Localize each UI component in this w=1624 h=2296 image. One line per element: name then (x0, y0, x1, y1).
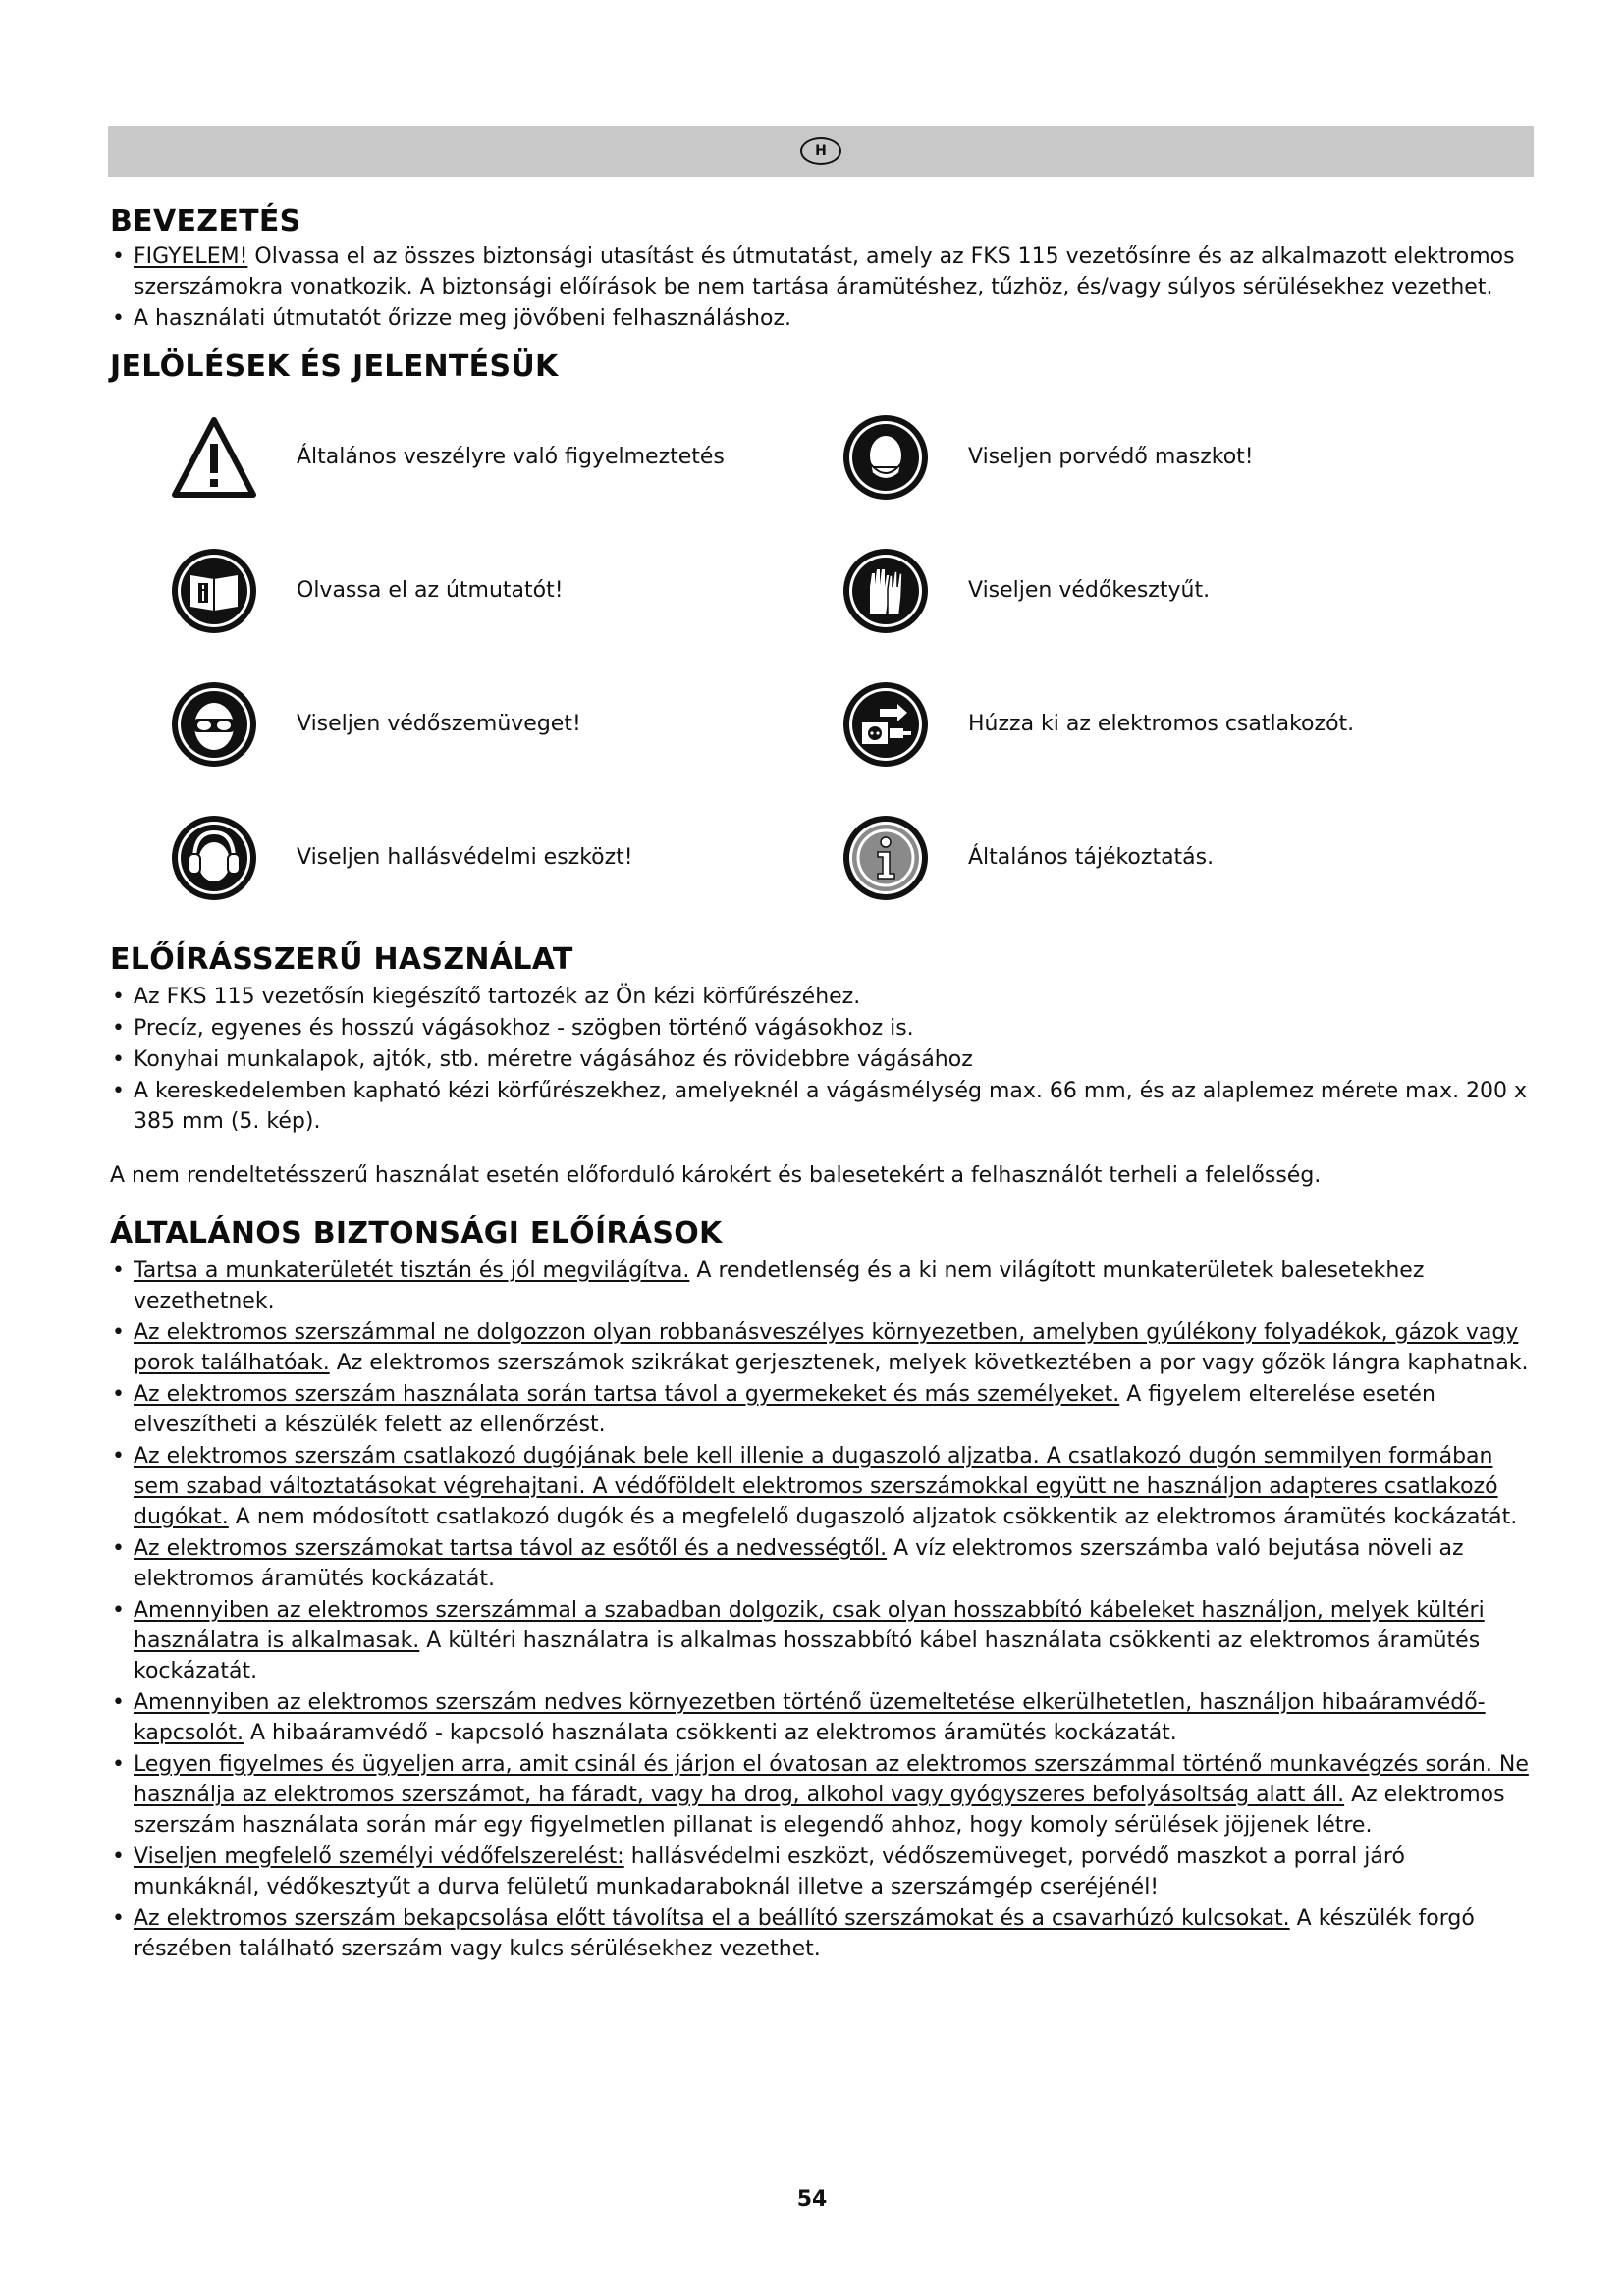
list-item (110, 1749, 1534, 1841)
list-item (110, 1441, 1534, 1532)
section-intended-use (110, 940, 1534, 1191)
item-lead: Az elektromos szerszámmal ne dolgozzon olyan robbanásveszélyes környezetben, amelyben gyúlékony folyadékok, gázok vagy porok találhatóak. (134, 1320, 1519, 1375)
page-number: 54 (796, 2187, 828, 2212)
item-lead: Az elektromos szerszám bekapcsolása előtt távolítsa el a beállító szerszámokat és a csavarhúzó kulcsokat. (134, 1906, 1290, 1931)
section-title-symbols: JELÖLÉSEK ÉS JELENTÉSÜK (110, 349, 559, 384)
section-symbols (110, 347, 1534, 905)
item-text: A nem módosított csatlakozó dugók és a megfelelő dugaszoló aljzatok csökkentik az elektromos áramütés kockázatát. (228, 1505, 1518, 1529)
symbol-item (169, 544, 840, 638)
symbol-label: Viseljen védőszemüveget! (297, 712, 581, 736)
symbol-label: Viseljen porvédő maszkot! (968, 445, 1254, 469)
dust-mask-icon (840, 412, 931, 503)
warning-lead: FIGYELEM! (134, 244, 248, 269)
item-text: A készülék forgó részében található szerszám vagy kulcs sérülésekhez vezethet. (134, 1906, 1475, 1961)
list-item (110, 241, 1534, 302)
item-lead: Az elektromos szerszám csatlakozó dugójának bele kell illenie a dugaszoló aljzatba. A csatlakozó dugón semmilyen formában sem szabad változtatásokat végrehajtani. A védőföldelt elektromos szerszámokkal együtt ne használjon adapteres csatlakozó dugókat. (134, 1444, 1498, 1529)
ear-protection-icon (169, 813, 259, 903)
section-general-safety (110, 1214, 1534, 1964)
item-text: Az elektromos szerszámok szikrákat gerjesztenek, melyek következtében a por vagy gőzök lángra kaphatnak. (329, 1351, 1529, 1375)
section-introduction (110, 202, 1534, 334)
item-lead: Az elektromos szerszám használata során tartsa távol a gyermekeket és más személyeket. (134, 1382, 1120, 1407)
symbol-label: Olvassa el az útmutatót! (297, 578, 564, 603)
item-text: hallásvédelmi eszközt, védőszemüveget, porvédő maszkot a porral járó munkáknál, védőkesztyűt a durva felületű munkadaraboknál illetve a szerszámgép cseréjénél! (134, 1844, 1405, 1899)
symbol-label: Viseljen védőkesztyűt. (968, 578, 1211, 603)
section-title-general-safety: ÁLTALÁNOS BIZTONSÁGI ELŐÍRÁSOK (110, 1216, 723, 1251)
item-text: A kültéri használatra is alkalmas hosszabbító kábel használata csökkenti az elektromos áramütés kockázatát. (134, 1629, 1481, 1683)
section-title-intended-use: ELŐÍRÁSSZERŰ HASZNÁLAT (110, 942, 573, 977)
item-text: Olvassa el az összes biztonsági utasítást és útmutatást, amely az FKS 115 vezetősínre és az alkalmazott elektromos szerszámokra vonatkozik. A biztonsági előírások be nem tartása áramütéshez, tűzhöz, és/vagy súlyos sérülésekhez vezethet. (134, 244, 1515, 299)
symbol-label: Húzza ki az elektromos csatlakozót. (968, 712, 1355, 736)
list-item: • Az FKS 115 vezetősín kiegészítő tartozék az Ön kézi körfűrészéhez. (110, 982, 1534, 1012)
list-item (110, 1379, 1534, 1440)
info-icon (840, 813, 931, 903)
symbol-grid (110, 410, 1534, 905)
liability-note: A nem rendeltetésszerű használat esetén előforduló károkért és balesetekért a felhasználót terheli a felelősség. (110, 1163, 1322, 1188)
language-badge: H (800, 137, 841, 165)
list-item (110, 1903, 1534, 1964)
item-text: A rendetlenség és a ki nem világított munkaterületek balesetekhez vezethetnek. (134, 1258, 1425, 1313)
symbol-item (840, 410, 1512, 505)
safety-goggles-icon (169, 679, 259, 770)
safety-list (110, 1255, 1534, 1964)
intended-use-list (110, 982, 1534, 1137)
list-item: • Konyhai munkalapok, ajtók, stb. méretre vágásához és rövidebbre vágásához (110, 1044, 1534, 1075)
symbol-label: Általános tájékoztatás. (968, 845, 1215, 870)
list-item (110, 1842, 1534, 1902)
header-bar (108, 126, 1534, 177)
item-lead: Az elektromos szerszámokat tartsa távol az esőtől és a nedvességtől. (134, 1536, 888, 1561)
protective-gloves-icon (840, 546, 931, 636)
section-title-introduction: BEVEZETÉS (110, 204, 301, 239)
read-manual-icon (169, 546, 259, 636)
item-lead: Legyen figyelmes és ügyeljen arra, amit csinál és járjon el óvatosan az elektromos szerszámmal történő munkavégzés során. Ne használja az elektromos szerszámot, ha fáradt, vagy ha drog, alkohol vagy gyógyszeres befolyásoltság alatt áll. (134, 1752, 1529, 1807)
symbol-label: Általános veszélyre való figyelmeztetés (297, 445, 725, 469)
symbol-label: Viseljen hallásvédelmi eszközt! (297, 845, 633, 870)
list-item (110, 1595, 1534, 1686)
symbol-item (169, 811, 840, 905)
item-text: Az elektromos szerszám használata során már egy figyelmetlen pillanat is elegendő ahhoz, hogy komoly sérülések jöjjenek létre. (134, 1783, 1505, 1838)
symbol-item (840, 544, 1512, 638)
symbol-item (840, 811, 1512, 905)
list-item (110, 1317, 1534, 1378)
item-text: A hibaáramvédő - kapcsoló használata csökkenti az elektromos áramütés kockázatát. (244, 1721, 1177, 1745)
symbol-item (840, 677, 1512, 772)
list-item (110, 303, 1534, 334)
list-item (110, 1255, 1534, 1316)
warning-triangle-icon (169, 412, 259, 503)
list-item (110, 1533, 1534, 1594)
item-lead: Viseljen megfelelő személyi védőfelszerelést: (134, 1844, 624, 1869)
symbol-item (169, 677, 840, 772)
list-item (110, 1687, 1534, 1748)
item-lead: Tartsa a munkaterületét tisztán és jól megvilágítva. (134, 1258, 690, 1283)
item-text: A használati útmutatót őrizze meg jövőbeni felhasználáshoz. (134, 306, 792, 331)
item-text: A figyelem elterelése esetén elveszítheti a készülék felett az ellenőrzést. (134, 1382, 1435, 1437)
introduction-list (110, 241, 1534, 334)
symbol-item (169, 410, 840, 505)
item-lead: Amennyiben az elektromos szerszám nedves környezetben történő üzemeltetése elkerülhetetlen, használjon hibaáramvédő- kapcsolót. (134, 1690, 1486, 1745)
list-item: • Precíz, egyenes és hosszú vágásokhoz - szögben történő vágásokhoz is. (110, 1013, 1534, 1043)
list-item: • A kereskedelemben kapható kézi körfűrészekhez, amelyeknél a vágásmélység max. 66 mm, és az alaplemez mérete max. 200 x 385 mm (5. kép). (110, 1076, 1534, 1137)
unplug-icon (840, 679, 931, 770)
item-lead: Amennyiben az elektromos szerszámmal a szabadban dolgozik, csak olyan hosszabbító kábeleket használjon, melyek kültéri használatra is alkalmasak. (134, 1598, 1485, 1653)
page-content (110, 202, 1534, 1965)
item-text: A víz elektromos szerszámba való bejutása növeli az elektromos áramütés kockázatát. (134, 1536, 1464, 1591)
